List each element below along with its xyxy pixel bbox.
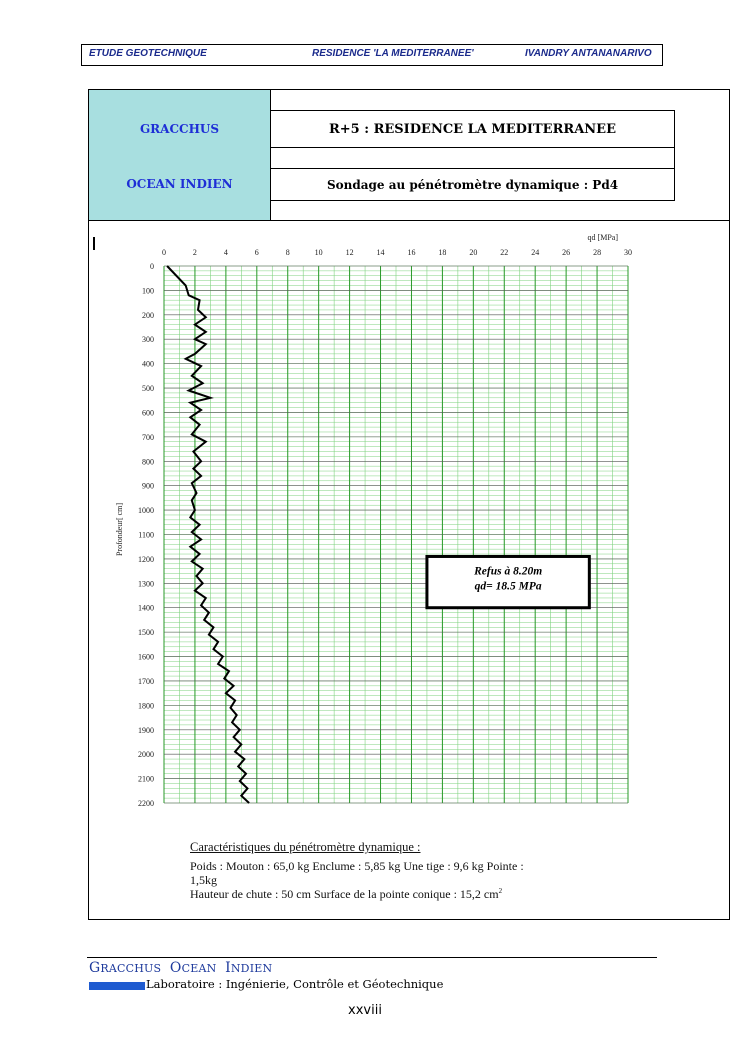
company-name-line1: GRACCHUS (139, 122, 220, 136)
project-title: R+5 : RESIDENCE LA MEDITERRANEE (270, 110, 675, 148)
x-tick-label: 28 (593, 248, 602, 257)
x-tick-label: 18 (438, 248, 447, 257)
y-tick-label: 0 (150, 262, 154, 271)
y-tick-label: 2200 (138, 799, 154, 808)
text-cursor (93, 237, 95, 250)
x-tick-label: 24 (531, 248, 540, 257)
y-tick-label: 1100 (138, 530, 154, 540)
test-title: Sondage au pénétromètre dynamique : Pd4 (270, 168, 675, 201)
y-tick-label: 2000 (138, 750, 154, 760)
x-tick-label: 12 (345, 248, 354, 257)
penetrometer-chart (100, 228, 640, 813)
y-tick-label: 1000 (138, 506, 154, 516)
header-project-label: RESIDENCE 'LA MEDITERRANEE' (312, 48, 474, 59)
company-name-line2: OCEAN INDIEN (126, 177, 233, 191)
y-tick-label: 100 (142, 286, 154, 296)
footer-rule (87, 957, 657, 958)
page-number: xxviii (348, 1003, 382, 1018)
y-tick-label: 900 (142, 481, 154, 491)
footer-company-name: GRACCHUS OCEAN INDIEN (89, 960, 273, 976)
characteristics-line1: Poids : Mouton : 65,0 kg Enclume : 5,85 kg Une tige : 9,6 kg Pointe : (190, 859, 524, 873)
characteristics-title: Caractéristiques du pénétromètre dynamique : (190, 840, 421, 854)
footer-lab-subtitle: Laboratoire : Ingénierie, Contrôle et Géotechnique (146, 977, 444, 991)
frame-separator (89, 220, 730, 221)
x-tick-label: 16 (407, 248, 416, 257)
x-axis-title: qd [MPa] (587, 233, 618, 242)
x-tick-label: 4 (223, 248, 228, 257)
characteristics-line2: 1,5kg (190, 873, 217, 887)
y-tick-labels (138, 262, 154, 808)
x-tick-labels (162, 248, 632, 257)
header-study-label: ETUDE GEOTECHNIQUE (89, 48, 207, 59)
x-tick-label: 30 (624, 248, 632, 257)
y-tick-label: 1200 (138, 554, 154, 564)
x-tick-label: 10 (314, 248, 323, 257)
y-axis-title: Profondeur[ cm] (115, 502, 124, 557)
refusal-qd-text: qd= 18.5 MPa (474, 580, 542, 593)
y-tick-label: 1400 (138, 603, 154, 613)
y-tick-label: 700 (142, 432, 154, 442)
characteristics-line3: Hauteur de chute : 50 cm Surface de la pointe conique : 15,2 $cm^2$ (190, 887, 503, 901)
y-tick-label: 1800 (138, 701, 154, 711)
header-location-label: IVANDRY ANTANANARIVO (525, 48, 652, 59)
x-tick-label: 0 (162, 248, 166, 257)
y-tick-label: 200 (142, 310, 154, 320)
company-logo-cell (89, 90, 271, 220)
x-tick-label: 22 (500, 248, 509, 257)
x-tick-label: 2 (192, 248, 197, 257)
y-tick-label: 600 (142, 408, 154, 418)
x-tick-label: 14 (376, 248, 385, 257)
x-tick-label: 20 (469, 248, 478, 257)
y-tick-label: 1300 (138, 579, 154, 589)
x-tick-label: 26 (562, 248, 571, 257)
x-tick-label: 6 (254, 248, 259, 257)
footer-accent-bar (89, 982, 145, 990)
refusal-depth-text: Refus à 8.20m (474, 565, 543, 578)
y-tick-label: 400 (142, 359, 154, 369)
y-tick-label: 1900 (138, 725, 154, 735)
refusal-annotation (427, 556, 589, 607)
title-spacer-row (270, 147, 675, 169)
x-tick-label: 8 (285, 248, 290, 257)
y-tick-label: 2100 (138, 774, 154, 784)
y-tick-label: 800 (142, 457, 154, 467)
y-tick-label: 500 (142, 384, 154, 394)
y-tick-label: 1500 (138, 628, 154, 638)
y-tick-label: 1700 (138, 676, 154, 686)
y-tick-label: 300 (142, 335, 154, 345)
y-tick-label: 1600 (138, 652, 154, 662)
